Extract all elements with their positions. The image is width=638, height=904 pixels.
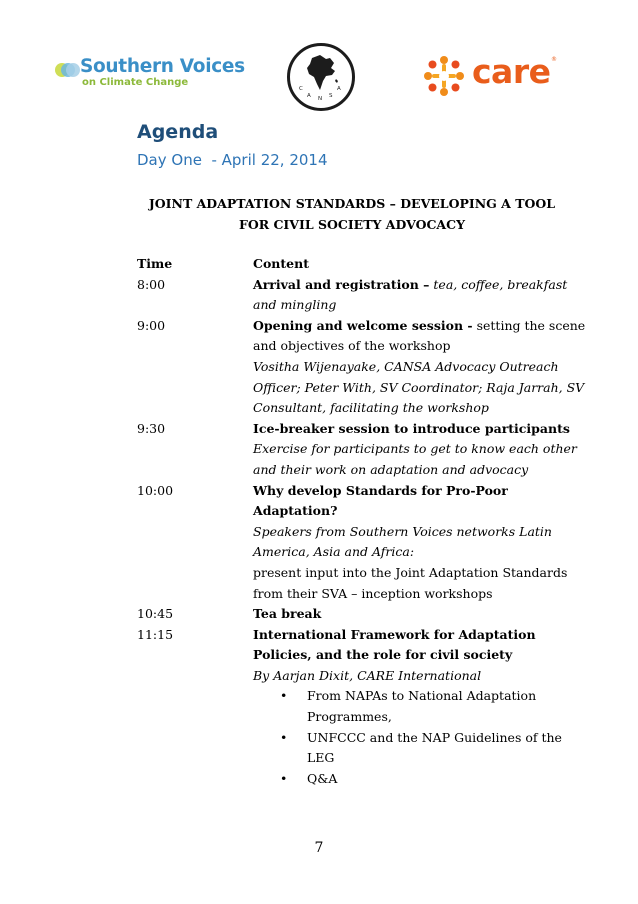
care-hands-icon <box>422 54 466 98</box>
session-title: Opening and welcome session - <box>253 317 473 333</box>
svg-text:S: S <box>329 93 333 99</box>
list-item <box>253 769 593 790</box>
list-item-text: Q&A <box>307 770 338 786</box>
topic-list <box>253 686 593 789</box>
time-header: Time <box>137 256 173 271</box>
content-header: Content <box>253 256 309 271</box>
row-content <box>253 419 593 481</box>
table-row <box>137 419 593 481</box>
care-registered-mark: ® <box>551 56 557 63</box>
table-row <box>137 604 593 625</box>
speakers: Speakers from Southern Voices networks Latin America, Asia and Africa: <box>253 523 552 560</box>
bullet-icon: • <box>280 729 288 745</box>
session-title: Ice-breaker session to introduce participants <box>253 420 570 436</box>
speakers: Vositha Wijenayake, CANSA Advocacy Outreach Officer; Peter With, SV Coordinator; Raja Jarrah, SV Consultant, facilitating the workshop <box>253 358 585 416</box>
row-content <box>253 625 593 790</box>
bullet-icon: • <box>280 770 288 786</box>
row-content <box>253 604 593 625</box>
session-detail: tea, coffee, breakfast and mingling <box>253 276 568 313</box>
row-content <box>253 481 593 605</box>
care-wordmark: care <box>472 52 551 91</box>
row-time: 10:00 <box>137 482 174 498</box>
table-row <box>137 481 593 605</box>
row-time: 8:00 <box>137 276 166 292</box>
southern-voices-tagline: on Climate Change <box>82 77 189 88</box>
session-title: Why develop Standards for Pro-Poor Adaptation? <box>253 482 508 519</box>
session-detail: present input into the Joint Adaptation Standards from their SVA – inception workshops <box>253 564 568 601</box>
cansa-map-icon <box>290 46 352 108</box>
page-title: Agenda <box>137 121 219 143</box>
list-item <box>253 728 593 769</box>
svg-text:A: A <box>337 86 341 92</box>
row-time: 9:30 <box>137 420 166 436</box>
table-row <box>137 316 593 419</box>
agenda-table <box>137 254 593 789</box>
svg-text:N: N <box>318 96 323 102</box>
svg-text:C: C <box>299 86 303 92</box>
bullet-icon: • <box>280 688 288 704</box>
row-content <box>253 316 593 419</box>
list-item <box>253 686 593 727</box>
svg-text:A: A <box>307 93 311 99</box>
heading-line-2: FOR CIVIL SOCIETY ADVOCACY <box>238 217 465 232</box>
cansa-logo <box>287 43 355 111</box>
southern-voices-circles-icon <box>55 63 81 79</box>
speakers: By Aarjan Dixit, CARE International <box>253 667 482 683</box>
session-detail: Exercise for participants to get to know each other and their work on adaptation and advocacy <box>253 441 577 477</box>
row-time: 11:15 <box>137 626 174 642</box>
table-row <box>137 625 593 790</box>
heading-line-1: JOINT ADAPTATION STANDARDS – DEVELOPING A TOOL <box>148 196 556 211</box>
session-title: International Framework for Adaptation Policies, and the role for civil society <box>253 626 536 663</box>
day-subtitle: Day One - April 22, 2014 <box>137 151 328 169</box>
southern-voices-name: Southern Voices <box>80 56 245 77</box>
logo-bar <box>0 38 638 118</box>
list-item-text: UNFCCC and the NAP Guidelines of the LEG <box>307 729 562 766</box>
table-row <box>137 275 593 316</box>
row-content <box>253 275 593 316</box>
table-header-row <box>137 254 593 275</box>
page-number: 7 <box>314 840 324 856</box>
list-item-text: From NAPAs to National Adaptation Programmes, <box>307 688 537 725</box>
row-time: 10:45 <box>137 606 174 622</box>
southern-voices-logo <box>55 56 255 96</box>
session-title: Arrival and registration – <box>253 276 430 292</box>
session-detail: setting the scene and objectives of the workshop <box>253 317 586 354</box>
workshop-heading <box>137 193 567 235</box>
row-time: 9:00 <box>137 317 166 333</box>
session-title: Tea break <box>253 606 322 622</box>
care-logo <box>422 52 562 102</box>
